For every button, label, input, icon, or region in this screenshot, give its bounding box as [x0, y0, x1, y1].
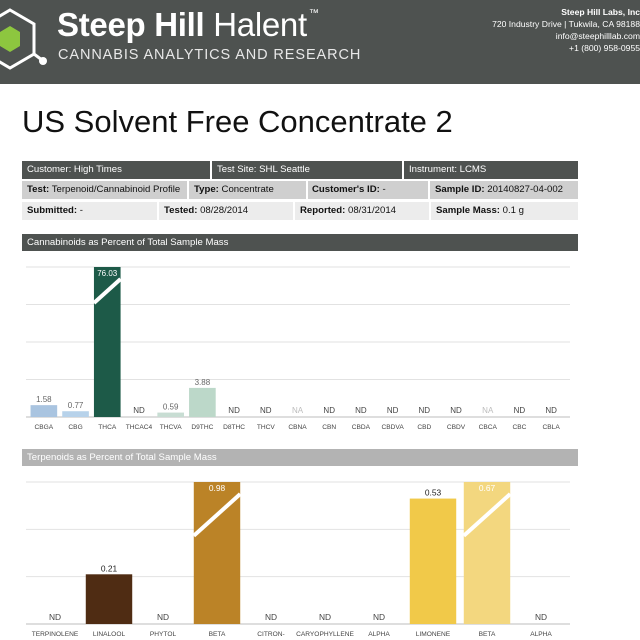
company-phone: +1 (800) 958-0955	[569, 43, 640, 53]
x-tick-label: LINALOOL	[92, 631, 126, 638]
test-site-cell: Test Site: SHL Seattle	[212, 161, 402, 179]
x-tick-label: CBC	[512, 424, 527, 431]
x-tick-label: D9THC	[191, 424, 214, 431]
data-label: ND	[318, 612, 332, 622]
data-label: ND	[513, 406, 526, 415]
data-label: ND	[372, 612, 386, 622]
data-label: ND	[450, 406, 462, 415]
x-tick-label: CBNA	[288, 424, 307, 431]
bar	[157, 413, 184, 417]
data-label: ND	[386, 406, 399, 415]
data-label: ND	[534, 612, 548, 622]
data-label: ND	[228, 406, 240, 415]
x-tick-label: THCVA	[159, 424, 182, 431]
x-tick-label: THCAC4	[125, 424, 153, 431]
bar	[31, 405, 58, 417]
bar	[410, 499, 456, 624]
data-label: ND	[260, 406, 272, 415]
x-tick-label: CBG	[68, 424, 83, 431]
x-tick-label: CBDVA	[381, 424, 404, 431]
sample-id-cell: Sample ID: 20140827-04-002	[430, 181, 578, 199]
x-tick-label: CARYOPHYLLENE	[296, 631, 354, 638]
info-row-customer	[22, 161, 578, 179]
x-tick-label: CBGA	[34, 424, 54, 431]
x-tick-label: ALPHA	[368, 631, 390, 638]
x-tick-label: THCA	[98, 424, 117, 431]
data-label: NA	[482, 406, 494, 415]
data-label: 1.58	[36, 395, 52, 405]
lab-contact-info	[492, 6, 640, 54]
brand-tagline: CANNABIS ANALYTICS AND RESEARCH	[58, 47, 362, 63]
data-label: 0.59	[162, 402, 179, 412]
x-tick-label: CBDA	[351, 424, 371, 431]
instrument-cell: Instrument: LCMS	[404, 161, 578, 179]
sample-mass-cell: Sample Mass: 0.1 g	[431, 202, 578, 220]
terpenoids-section-header: Terpenoids as Percent of Total Sample Mass	[22, 449, 578, 466]
submitted-cell: Submitted: -	[22, 202, 157, 220]
test-cell: Test: Terpenoid/Cannabinoid Profile	[22, 181, 187, 199]
reported-cell: Reported: 08/31/2014	[295, 202, 429, 220]
x-tick-label: BETA	[478, 631, 496, 638]
data-label: ND	[264, 612, 278, 622]
type-cell: Type: Concentrate	[189, 181, 306, 199]
x-tick-label: THCV	[256, 424, 275, 431]
cannabinoids-section-header: Cannabinoids as Percent of Total Sample Mass	[22, 234, 578, 251]
data-label: 0.67	[478, 483, 496, 493]
bar	[464, 482, 510, 624]
info-row-test	[22, 181, 578, 199]
x-tick-label: CITRON-	[257, 631, 285, 638]
x-tick-label: TERPINOLENE	[31, 631, 79, 638]
tested-cell: Tested: 08/28/2014	[159, 202, 293, 220]
report-header	[0, 0, 640, 84]
x-tick-label: BETA	[208, 631, 226, 638]
x-tick-label: CBN	[322, 424, 337, 431]
data-label: ND	[156, 612, 170, 622]
data-label: ND	[355, 406, 367, 415]
info-row-dates	[22, 202, 578, 220]
data-label: NA	[291, 406, 304, 415]
cannabinoids-bar-chart	[0, 251, 640, 449]
data-label: 3.88	[194, 377, 211, 387]
x-tick-label: D8THC	[223, 424, 246, 431]
customer-cell: Customer: High Times	[22, 161, 210, 179]
x-tick-label: PHYTOL	[149, 631, 177, 638]
bar	[189, 388, 216, 417]
data-label: 0.98	[208, 483, 226, 493]
bar	[86, 574, 132, 624]
x-tick-label: CBCA	[478, 424, 497, 431]
data-label: ND	[323, 406, 335, 415]
data-label: ND	[545, 406, 557, 415]
brand-name: Steep Hill Halent ™	[57, 6, 319, 43]
company-name: Steep Hill Labs, Inc	[561, 7, 640, 17]
x-tick-label: ALPHA	[530, 631, 552, 638]
data-label: 0.53	[424, 487, 442, 498]
data-label: 0.21	[100, 563, 118, 574]
x-tick-label: CBDV	[446, 424, 466, 431]
terpenoids-bar-chart	[0, 466, 640, 640]
page-title: US Solvent Free Concentrate 2	[22, 104, 453, 139]
data-label: ND	[48, 612, 62, 622]
x-tick-label: CBD	[417, 424, 432, 431]
bar	[62, 411, 89, 417]
company-email: info@steephilllab.com	[555, 31, 640, 41]
data-label: 0.77	[67, 401, 84, 411]
company-address: 720 Industry Drive | Tukwila, CA 98188	[492, 19, 640, 29]
x-tick-label: LIMONENE	[415, 631, 451, 638]
customer-id-cell: Customer's ID: -	[308, 181, 428, 199]
data-label: ND	[133, 406, 145, 415]
x-tick-label: CBLA	[542, 424, 560, 431]
hexagon-logo-icon	[0, 2, 50, 78]
data-label: 76.03	[97, 269, 118, 278]
data-label: ND	[418, 406, 431, 415]
bar	[194, 482, 240, 624]
